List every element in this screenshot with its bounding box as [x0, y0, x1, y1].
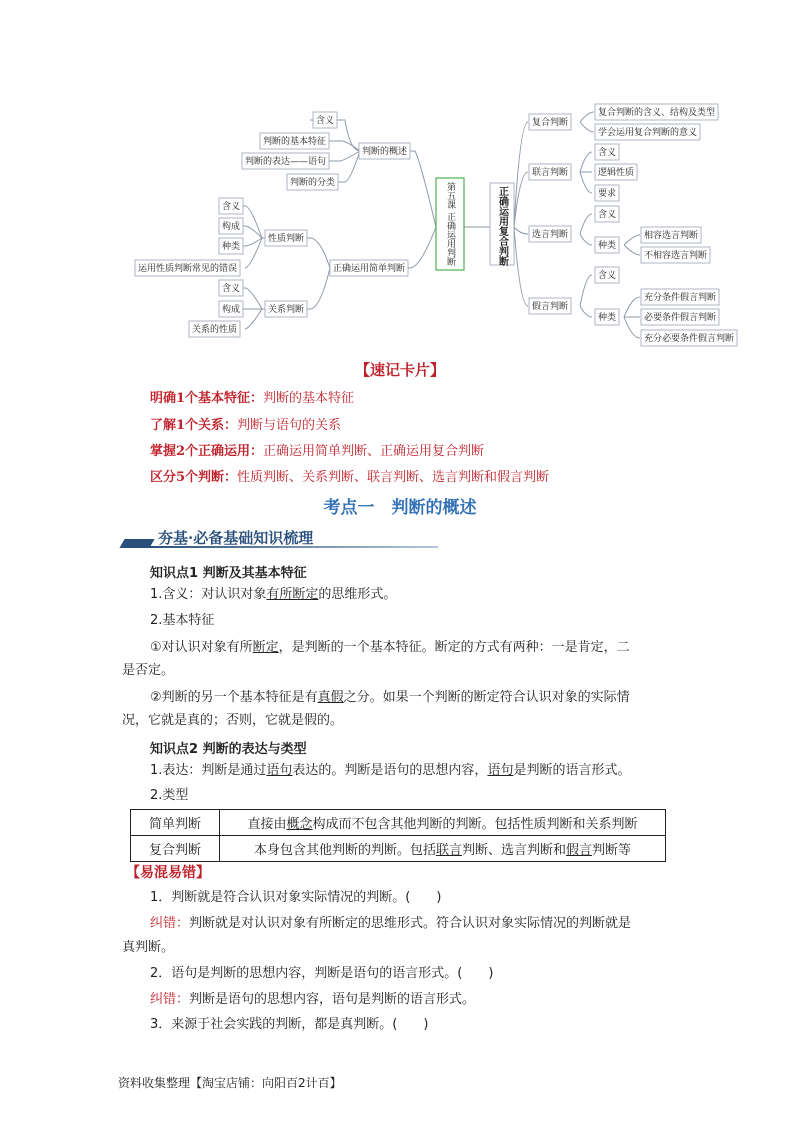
mind-map-node: 复合判断	[532, 118, 569, 128]
table-cell	[220, 836, 666, 862]
card-row-value: 判断与语句的关系	[237, 418, 342, 433]
card-row-value: 性质判断、关系判断、联言判断、选言判断和假言判断	[237, 470, 550, 485]
mind-map-node: 要求	[598, 189, 617, 199]
underlined-text: 概念	[286, 817, 313, 832]
table-row	[131, 810, 666, 836]
kp1-feature-1-cont: 是否定。	[122, 663, 175, 678]
mind-map-node: 假言判断	[532, 302, 569, 312]
card-row-value: 判断的基本特征	[263, 391, 355, 406]
text: 1.含义：对认识对象	[150, 587, 267, 602]
mind-map-node: 判断的基本特征	[263, 137, 327, 147]
mind-map-node: 关系的性质	[192, 325, 238, 335]
underlined-text: 语句	[487, 763, 514, 778]
mind-map-center-label: 第五课 正确运用判断	[445, 182, 455, 266]
mind-map-node: 充分必要条件假言判断	[644, 334, 735, 344]
section-banner	[122, 526, 422, 552]
correction-label: 纠错：	[150, 916, 190, 931]
table-row	[131, 836, 666, 862]
underlined-text: 语句	[266, 763, 293, 778]
card-title: 【速记卡片】	[354, 361, 445, 379]
mind-map-node: 种类	[598, 241, 617, 251]
error-correction	[150, 991, 475, 1009]
kp2-title: 知识点2 判断的表达与类型	[150, 742, 307, 757]
mind-map-node: 充分条件假言判断	[644, 293, 717, 303]
kp1-definition	[150, 586, 396, 604]
card-row-label: 明确1个基本特征：	[150, 391, 264, 406]
error-section-title: 【易混易错】	[126, 865, 210, 881]
mind-map-node: 关系判断	[268, 305, 305, 315]
underlined-text: 联言	[435, 843, 462, 858]
mind-map-node: 选言判断	[532, 230, 569, 240]
underlined-text: 断定	[252, 640, 279, 655]
text: 表达的。判断是语句的思想内容，	[292, 763, 488, 778]
text: 判断、选言判断和	[461, 843, 566, 858]
kp2-expression	[150, 762, 630, 780]
mind-map-node: 必要条件假言判断	[644, 313, 717, 323]
mind-map-node: 含义	[598, 148, 617, 158]
mind-map-node: 复合判断的含义、结构及类型	[598, 108, 716, 118]
mind-map-right-main-label: 正确运用复合判断	[496, 186, 508, 266]
mind-map-node: 构成	[222, 222, 241, 232]
text: 的思维形式。	[318, 587, 397, 602]
underlined-text: 有所断定	[266, 587, 319, 602]
underlined-text: 真假	[317, 690, 344, 705]
correction-label: 纠错：	[150, 992, 190, 1007]
card-row	[150, 414, 341, 433]
mind-map-node: 学会运用复合判断的意义	[598, 128, 698, 138]
mind-map-node: 运用性质判断常见的错误	[138, 264, 238, 274]
text: 直接由	[247, 817, 287, 832]
mind-map	[0, 0, 800, 350]
mind-map-node: 种类	[598, 313, 617, 323]
card-row-label: 区分5个判断：	[150, 470, 238, 485]
text: 本身包含其他判断的判断。包括	[253, 843, 436, 858]
text: ②判断的另一个基本特征是有	[150, 690, 318, 705]
text: ①对认识对象有所	[150, 640, 253, 655]
table-cell: 复合判断	[131, 836, 220, 862]
mind-map-node: 含义	[598, 271, 617, 281]
card-row-label: 了解1个关系：	[150, 418, 238, 433]
mind-map-node: 正确运用简单判断	[333, 264, 406, 274]
table-cell	[220, 810, 666, 836]
error-question: 1．判断就是符合认识对象实际情况的判断。( )	[150, 890, 442, 905]
kp1-title: 知识点1 判断及其基本特征	[150, 566, 307, 581]
mind-map-node: 性质判断	[268, 234, 305, 244]
mind-map-node: 判断的表达——语句	[245, 157, 327, 167]
kp1-feature-title: 2.基本特征	[150, 613, 215, 628]
card-row	[150, 387, 354, 406]
mind-map-node: 判断的概述	[362, 147, 408, 157]
error-correction	[150, 915, 690, 933]
judgment-type-table	[130, 809, 666, 862]
card-row-value: 正确运用简单判断、正确运用复合判断	[263, 444, 485, 459]
underlined-text: 假言	[566, 843, 593, 858]
text: 1.表达：判断是通过	[150, 763, 267, 778]
mind-map-node: 不相容选言判断	[644, 251, 708, 261]
text: 判断就是对认识对象有所断定的思维形式。符合认识对象实际情况的判断就是	[189, 916, 632, 931]
error-correction-cont: 真判断。	[122, 940, 175, 955]
banner-text: 夯基·必备基础知识梳理	[158, 529, 314, 547]
kp2-type-title: 2.类型	[150, 788, 189, 803]
error-question: 3．来源于社会实践的判断，都是真判断。( )	[150, 1017, 429, 1032]
page-footer: 资料收集整理【淘宝店铺：向阳百2计百】	[118, 1076, 342, 1090]
card-row	[150, 440, 484, 459]
text: 是判断的语言形式。	[513, 763, 631, 778]
mind-map-node: 含义	[316, 116, 335, 126]
text: 构成而不包含其他判断的判断。包括性质判断和关系判断	[312, 817, 638, 832]
text: ，是判断的一个基本特征。断定的方式有两种：一是肯定，二	[278, 640, 630, 655]
mind-map-node: 相容选言判断	[644, 231, 699, 241]
error-question: 2．语句是判断的思想内容，判断是语句的语言形式。( )	[150, 966, 494, 981]
text: 判断是语句的思想内容，语句是判断的语言形式。	[189, 992, 476, 1007]
mind-map-node: 判断的分类	[290, 178, 336, 188]
card-row	[150, 466, 549, 485]
text: 判断等	[592, 843, 632, 858]
kp1-feature-2-cont: 况，它就是真的；否则，它就是假的。	[122, 713, 344, 728]
table-cell: 简单判断	[131, 810, 220, 836]
card-row-label: 掌握2个正确运用：	[150, 444, 264, 459]
kp1-feature-1	[150, 639, 680, 657]
mind-map-node: 含义	[222, 202, 241, 212]
section-title: 考点一 判断的概述	[323, 498, 477, 518]
mind-map-node: 种类	[222, 242, 241, 252]
mind-map-node: 逻辑性质	[598, 168, 635, 178]
text: 之分。如果一个判断的断定符合认识对象的实际情	[343, 690, 630, 705]
mind-map-node: 含义	[598, 210, 617, 220]
kp1-feature-2	[150, 689, 680, 707]
mind-map-node: 联言判断	[532, 168, 569, 178]
mind-map-node: 含义	[222, 284, 241, 294]
mind-map-node: 构成	[222, 305, 241, 315]
